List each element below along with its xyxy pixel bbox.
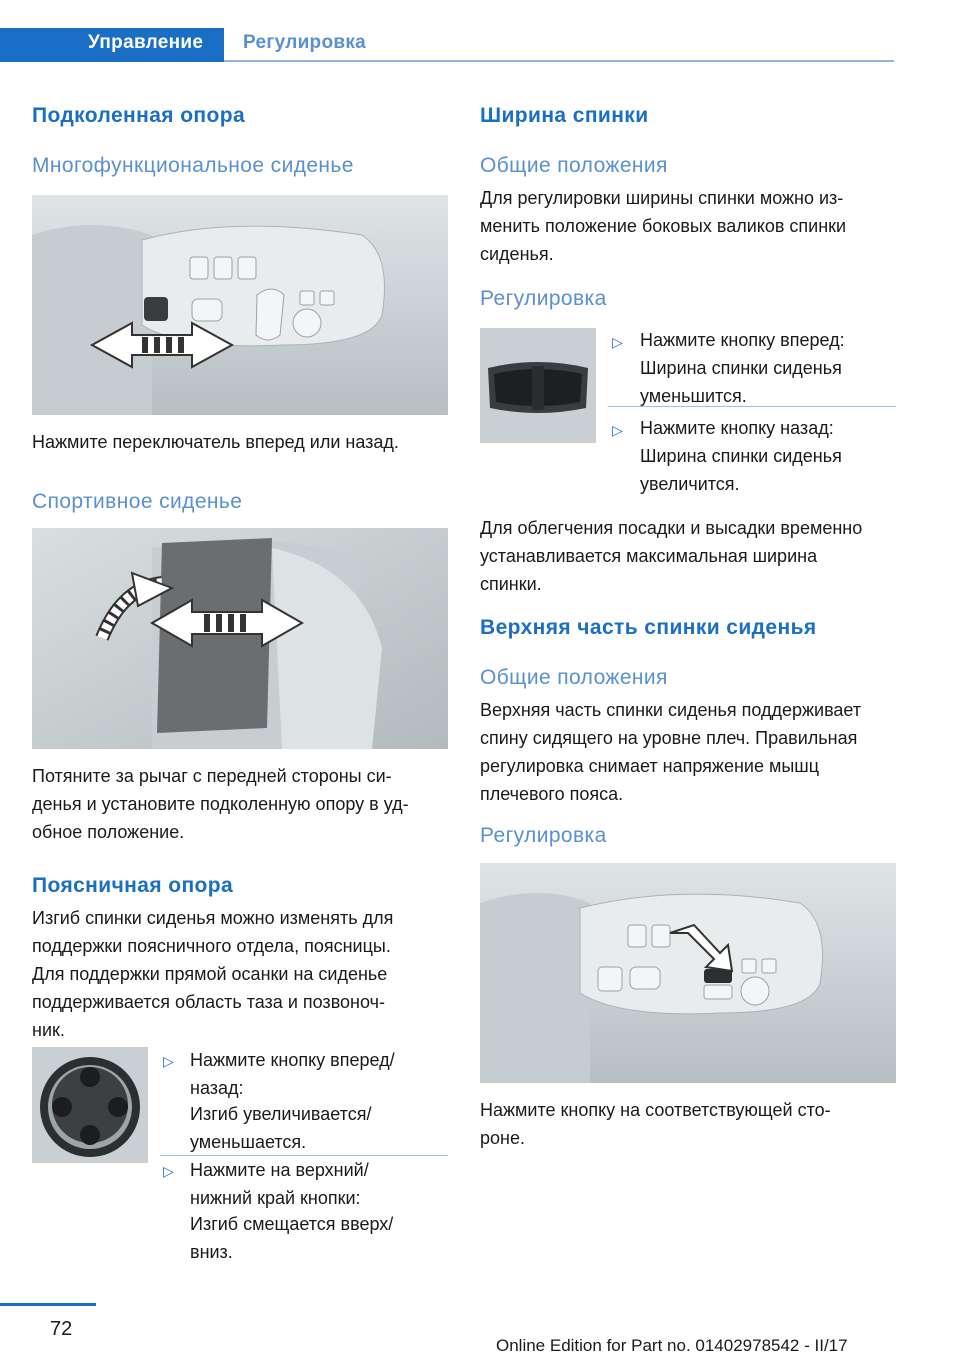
paragraph-line: Для регулировки ширины спинки можно из- [480,188,844,208]
heading-knee-support: Подколенная опора [32,104,246,127]
bullet-triangle-icon: ▷ [612,422,623,438]
paragraph-line: менить положение боковых валиков спинки [480,216,847,236]
heading-adjustment-2: Регулировка [480,824,607,847]
paragraph-width [480,184,896,268]
heading-general-2: Общие положения [480,666,668,689]
heading-adjustment-1: Регулировка [480,287,607,310]
bullet-triangle-icon: ▷ [163,1053,174,1069]
heading-backrest-width: Ширина спинки [480,104,649,127]
caption-line: Нажмите кнопку на соответствующей сто- [480,1100,831,1120]
bullet-separator [608,406,896,407]
paragraph-line: поддерживается область таза и позвоноч- [32,992,385,1012]
bullet-item [640,414,896,442]
paragraph-line: ник. [32,1020,65,1040]
bullet-result-text: Изгиб смещается вверх/ [190,1214,394,1234]
paragraph-line: устанавливается максимальная ширина [480,546,818,566]
heading-multifunction-seat: Многофункциональное сиденье [32,154,354,177]
heading-sport-seat: Спортивное сиденье [32,490,243,513]
bullet-result [190,1210,448,1266]
bullet-result-text: уменьшится. [640,386,747,406]
paragraph-lumbar [32,904,448,1044]
paragraph-line: Для облегчения посадки и высадки временно [480,518,863,538]
footer-edition: Online Edition for Part no. 01402978542 - II/17 [496,1336,848,1355]
heading-general-1: Общие положения [480,154,668,177]
caption-upper-backrest [480,1096,896,1152]
bullet-result-text: увеличится. [640,474,740,494]
header-active-tab[interactable]: Управление [88,32,204,53]
caption-multifunction: Нажмите переключатель вперед или назад. [32,432,399,452]
lumbar-button-image [32,1047,148,1163]
paragraph-upper [480,696,900,808]
footer-rule [0,1303,96,1306]
bullet-result-text: Ширина спинки сиденья [640,446,842,466]
bullet-triangle-icon: ▷ [163,1163,174,1179]
bullet-result-text: уменьшается. [190,1132,307,1152]
paragraph-line: поддержки поясничного отдела, поясницы. [32,936,391,956]
paragraph-line: регулировка снимает напряжение мышц [480,756,820,776]
heading-upper-backrest: Верхняя часть спинки сиденья [480,616,817,639]
paragraph-line: спинки. [480,574,542,594]
paragraph-line: Для поддержки прямой осанки на сиденье [32,964,388,984]
bullet-text: нижний край кнопки: [190,1188,361,1208]
bullet-result-text: Изгиб увеличивается/ [190,1104,372,1124]
upper-backrest-image [480,863,896,1083]
bullet-result [640,354,896,410]
paragraph-line: спину сидящего на уровне плеч. Правильная [480,728,858,748]
header-rule [224,60,894,62]
caption-line: роне. [480,1128,525,1148]
bullet-text: Нажмите кнопку назад: [640,418,834,438]
page-number: 72 [50,1318,73,1340]
paragraph-line: сиденья. [480,244,554,264]
sport-seat-image [32,528,448,749]
paragraph-line: плечевого пояса. [480,784,624,804]
bullet-item [190,1156,448,1212]
multifunction-seat-image [32,195,448,415]
width-button-image [480,328,596,443]
bullet-text: Нажмите кнопку вперед/ [190,1050,395,1070]
header-inactive-tab[interactable]: Регулировка [243,32,367,53]
paragraph-entry [480,514,900,598]
bullet-triangle-icon: ▷ [612,334,623,350]
bullet-result-text: вниз. [190,1242,233,1262]
bullet-result [190,1100,448,1156]
caption-line: денья и установите подколенную опору в уд- [32,794,409,814]
bullet-text: назад: [190,1078,244,1098]
caption-sport-seat [32,762,448,846]
bullet-result [640,442,896,498]
bullet-text: Нажмите кнопку вперед: [640,330,845,350]
caption-line: Потяните за рычаг с передней стороны си- [32,766,392,786]
paragraph-line: Изгиб спинки сиденья можно изменять для [32,908,394,928]
paragraph-line: Верхняя часть спинки сиденья поддерживает [480,700,862,720]
bullet-item [190,1046,448,1102]
bullet-text: Нажмите на верхний/ [190,1160,369,1180]
bullet-result-text: Ширина спинки сиденья [640,358,842,378]
heading-lumbar-support: Поясничная опора [32,874,234,897]
bullet-item [640,326,896,354]
caption-line: обное положение. [32,822,185,842]
